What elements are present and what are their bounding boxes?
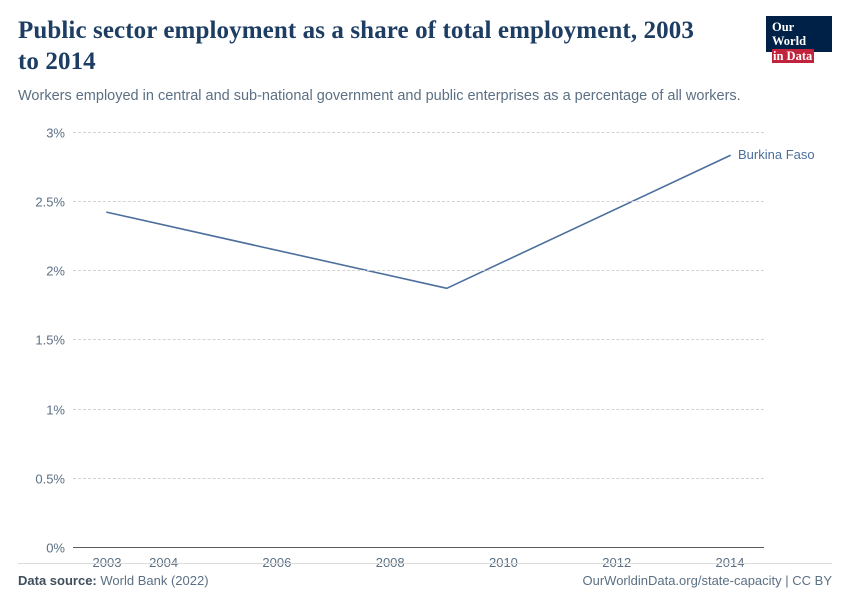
owid-logo[interactable]	[766, 16, 832, 63]
chart-area	[18, 118, 832, 573]
attribution[interactable]: OurWorldinData.org/state-capacity | CC BY	[582, 573, 832, 588]
chart-footer	[18, 563, 832, 588]
gridline	[46, 402, 764, 417]
y-axis-tick-label: 2.5%	[35, 194, 65, 210]
gridline	[35, 332, 764, 348]
x-axis-tick-label: 2003	[92, 554, 122, 570]
series-line	[107, 155, 730, 288]
y-axis-tick-label: 3%	[46, 125, 65, 141]
y-axis-tick-label: 2%	[46, 263, 65, 279]
data-source-value: World Bank (2022)	[100, 573, 209, 588]
y-axis-tick-label: 0%	[46, 540, 65, 556]
x-axis-tick-label: 2004	[149, 554, 179, 570]
x-axis-tick-label: 2006	[262, 554, 292, 570]
owid-logo-line1: Our World	[772, 20, 807, 48]
gridline	[35, 194, 764, 210]
chart-subtitle: Workers employed in central and sub-national government and public enterprises as a percentage of all workers.	[18, 88, 741, 104]
y-axis-tick-label: 1%	[46, 402, 65, 417]
data-source	[18, 573, 209, 588]
x-axis-tick-label: 2010	[488, 554, 518, 570]
gridline	[35, 471, 764, 487]
x-axis-tick-label: 2012	[602, 554, 632, 570]
page-title: Public sector employment as a share of total employment, 2003 to 2014	[18, 17, 694, 75]
chart-header	[18, 16, 832, 106]
x-axis-tick-label: 2014	[715, 554, 745, 570]
y-axis-tick-label: 1.5%	[35, 332, 65, 348]
series-label-burkina-faso[interactable]: Burkina Faso	[738, 147, 815, 163]
plot-region	[35, 125, 815, 556]
gridline	[46, 263, 764, 279]
x-axis-tick-label: 2008	[375, 554, 405, 570]
y-axis-tick-label: 0.5%	[35, 471, 65, 487]
owid-logo-line2: in Data	[773, 49, 813, 63]
data-source-label: Data source:	[18, 573, 97, 588]
gridline	[46, 125, 764, 141]
